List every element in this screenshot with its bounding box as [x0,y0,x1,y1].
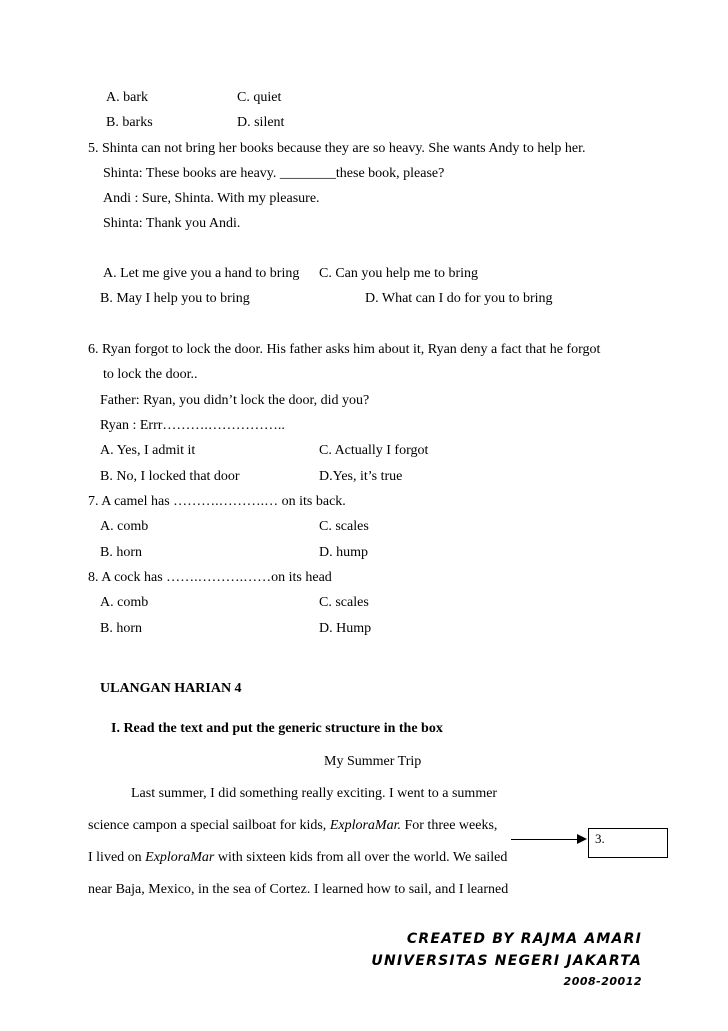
story-line-2-emphasis: ExploraMar. [329,818,401,833]
story-line-3-text: I lived on [88,850,146,865]
q8-option-c: C. scales [319,595,369,610]
footer-created-by: CREATED BY RAJMA AMARI [406,931,642,947]
q7-option-b: B. horn [100,545,142,560]
story-line-3-emphasis: ExploraMar [145,850,215,865]
story-line-2-text: science campon a special sailboat for kids, [88,818,330,833]
q5-option-a: A. Let me give you a hand to bring [103,266,300,281]
q5-dialog-line-2: Andi : Sure, Shinta. With my pleasure. [103,191,320,206]
q6-question: 6. Ryan forgot to lock the door. His father asks him about it, Ryan deny a fact that he forgot [88,342,601,357]
q6-question-continued: to lock the door.. [103,367,198,382]
story-title: My Summer Trip [324,754,422,769]
q5-option-c: C. Can you help me to bring [319,266,479,281]
arrow-right-icon [577,834,587,844]
q6-option-a: A. Yes, I admit it [100,443,196,458]
answer-box-label: 3. [595,831,605,846]
story-line-3-end: with sixteen kids from all over the world. We sailed [214,850,508,865]
story-line-4: near Baja, Mexico, in the sea of Cortez. I learned how to sail, and I learned [88,882,509,897]
q5-option-d: D. What can I do for you to bring [365,291,553,306]
q6-option-b: B. No, I locked that door [100,469,240,484]
q8-option-a: A. comb [100,595,149,610]
q5-option-b: B. May I help you to bring [100,291,250,306]
q8-option-d: D. Hump [319,621,372,636]
story-line-3 [88,850,507,866]
story-line-2 [88,818,497,834]
q5-dialog-line-1: Shinta: These books are heavy. ________these book, please? [103,166,445,181]
arrow-line [511,839,579,840]
footer-years: 2008-20012 [563,975,642,988]
q7-option-d: D. hump [319,545,368,560]
q4-option-d: D. silent [237,115,285,130]
q7-option-c: C. scales [319,519,369,534]
q6-option-d: D.Yes, it’s true [319,469,403,484]
story-line-2-end: For three weeks, [400,818,498,833]
q6-dialog-line-1: Father: Ryan, you didn’t lock the door, did you? [100,393,370,408]
q7-question: 7. A camel has ……….……….… on its back. [88,494,346,509]
q5-dialog-line-3: Shinta: Thank you Andi. [103,216,241,231]
q4-option-a: A. bark [106,90,148,105]
q4-option-c: C. quiet [237,90,282,105]
q8-option-b: B. horn [100,621,142,636]
q6-option-c: C. Actually I forgot [319,443,429,458]
answer-box-3[interactable] [588,828,668,858]
q4-option-b: B. barks [106,115,153,130]
section-instruction: I. Read the text and put the generic structure in the box [111,721,443,736]
q7-option-a: A. comb [100,519,149,534]
q6-dialog-line-2: Ryan : Errr……….…………….. [100,418,285,433]
footer-university: UNIVERSITAS NEGERI JAKARTA [371,953,642,969]
story-line-1: Last summer, I did something really exciting. I went to a summer [131,786,498,801]
q5-question: 5. Shinta can not bring her books because they are so heavy. She wants Andy to help her. [88,141,586,156]
section-heading: ULANGAN HARIAN 4 [100,681,242,696]
q8-question: 8. A cock has …….……….……on its head [88,570,332,585]
